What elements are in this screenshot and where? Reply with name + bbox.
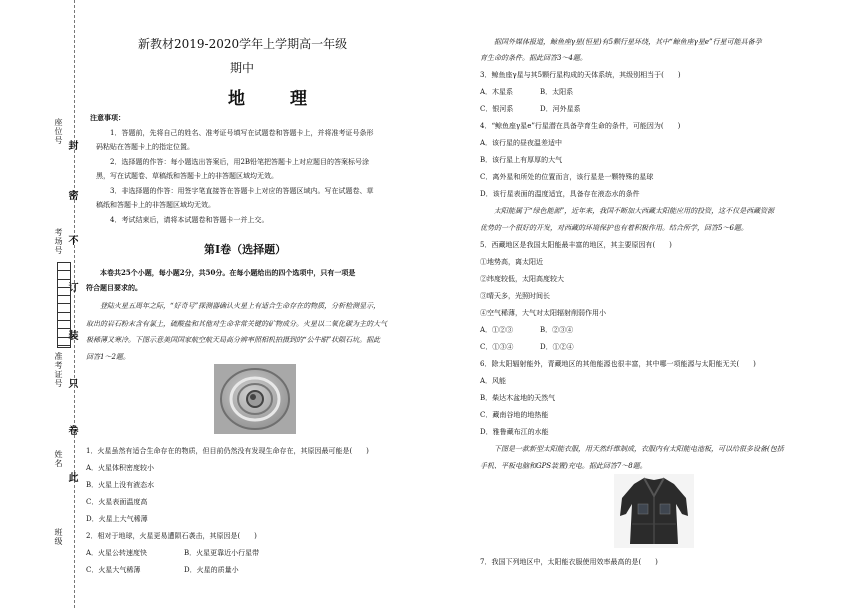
question-1-option-a[interactable]: A．火星体积密度较小 [86, 464, 155, 472]
material-line: 登陆火星五周年之际，“好奇号”探测器确认火星上有适合生命存在的物质，分析检测显示， [100, 302, 381, 310]
material-line: 回答1～2题。 [86, 353, 130, 361]
question-2-option-a[interactable]: A．火星公转速度快 [86, 549, 148, 557]
seal-char: 装 [66, 330, 77, 341]
question-1-option-d[interactable]: D．火星上大气稀薄 [86, 515, 148, 523]
seal-char: 订 [66, 282, 77, 293]
question-6-option-b[interactable]: B．柴达木盆地的天然气 [480, 394, 556, 402]
notice-line: 黑，写在试题卷、草稿纸和答题卡上的非答题区域均无效。 [96, 172, 278, 180]
question-5-option-a[interactable]: A．①②③ [480, 326, 514, 334]
question-6-stem: 6．除太阳辐射能外，青藏地区的其他能源也很丰富，其中哪一项能源与太阳能无关( ) [480, 360, 756, 368]
exam-title: 新教材2019-2020学年上学期高一年级 [138, 37, 348, 51]
material-line: 优势的一个很好的开发，对西藏的环境保护也有着积极作用。结合所学，回答5～6题。 [480, 224, 748, 232]
question-5-option-c[interactable]: C．①③④ [480, 343, 514, 351]
seal-char: 此 [66, 472, 77, 483]
crater-image [214, 364, 296, 434]
binding-margin [0, 0, 80, 608]
question-5-item: ③晴天多，光照时间长 [480, 292, 550, 300]
question-1-option-c[interactable]: C．火星表面温度高 [86, 498, 148, 506]
solar-jacket-image [614, 474, 694, 548]
admission-number-label: 准考证号 [54, 352, 63, 388]
notice-line: 4．考试结束后，请将本试题卷和答题卡一并上交。 [110, 216, 269, 224]
seal-line [74, 0, 75, 608]
question-2-option-c[interactable]: C．火星大气稀薄 [86, 566, 141, 574]
question-3-option-a[interactable]: A．木星系 [480, 88, 514, 96]
question-4-option-a[interactable]: A．该行星的昼夜温差适中 [480, 139, 563, 147]
question-5-item: ②纬度较低，太阳高度较大 [480, 275, 564, 283]
question-2-stem: 2．相对于地球，火星更易遭陨石袭击，其原因是( ) [86, 532, 257, 540]
material-line: 手机、平板电脑和GPS装置)充电。据此回答7～8题。 [480, 462, 647, 470]
question-2-option-d[interactable]: D．火星的质量小 [184, 566, 239, 574]
question-5-option-d[interactable]: D．①②④ [540, 343, 574, 351]
class-label: 班级 [54, 528, 63, 546]
notice-line: 3．非选择题的作答：用签字笔直接答在答题卡上对应的答题区域内。写在试题卷、草 [110, 187, 374, 195]
seal-char: 封 [66, 140, 77, 151]
section-desc: 本卷共25个小题，每小题2分，共50分。在每小题给出的四个选项中，只有一项是 [100, 268, 356, 277]
question-6-option-c[interactable]: C．藏南谷地的地热能 [480, 411, 549, 419]
question-3-option-c[interactable]: C．银河系 [480, 105, 514, 113]
seal-char: 卷 [66, 425, 77, 436]
seat-number-label: 座位号 [54, 118, 63, 145]
material-line: 据国外媒体报道，鲸鱼座γ星(恒星)有5颗行星环绕，其中“鲸鱼座γ星e”行星可能具备孕 [494, 38, 762, 46]
question-3-option-d[interactable]: D．河外星系 [540, 105, 581, 113]
material-line: 下图是一款新型太阳能衣服，用天然纤维制成，衣服内有太阳能电池板，可以给很多设备(包括 [494, 445, 784, 453]
question-5-item: ④空气稀薄，大气对太阳辐射削弱作用小 [480, 309, 606, 317]
question-5-item: ①地势高，离太阳近 [480, 258, 543, 266]
question-6-option-d[interactable]: D．雅鲁藏布江的水能 [480, 428, 549, 436]
admission-number-grid[interactable] [57, 262, 71, 348]
section-title: 第Ⅰ卷（选择题） [204, 243, 287, 256]
question-5-option-b[interactable]: B．②③④ [540, 326, 574, 334]
question-3-stem: 3．鲸鱼座γ星与其5颗行星构成的天体系统，其级别相当于( ) [480, 71, 681, 79]
notice-line: 码粘贴在答题卡上的指定位置。 [96, 143, 194, 151]
question-5-stem: 5．西藏地区是我国太阳能最丰富的地区，其主要原因有( ) [480, 241, 672, 249]
question-1-option-b[interactable]: B．火星上没有液态水 [86, 481, 155, 489]
section-desc: 符合题目要求的。 [86, 283, 142, 292]
question-4-option-b[interactable]: B．该行星上有厚厚的大气 [480, 156, 563, 164]
name-label: 姓名 [54, 450, 63, 468]
subject-title: 地 理 [228, 89, 321, 109]
material-line: 极稀薄又寒冷。下图示意美国国家航空航天局高分辨率照相机拍摄到的“公牛眼”状陨石坑。据此 [86, 336, 381, 344]
exam-term: 期中 [230, 61, 255, 75]
notice-line: 稿纸和答题卡上的非答题区域均无效。 [96, 201, 215, 209]
seal-char: 不 [66, 235, 77, 246]
seal-char: 只 [66, 378, 77, 389]
question-6-option-a[interactable]: A．风能 [480, 377, 507, 385]
notice-title: 注意事项： [90, 113, 125, 122]
notice-line: 1．答题前，先将自己的姓名、准考证号填写在试题卷和答题卡上，并将准考证号条形 [110, 129, 374, 137]
exam-room-label: 考场号 [54, 228, 63, 255]
material-line: 育生命的条件。据此回答3～4题。 [480, 54, 587, 62]
question-3-option-b[interactable]: B．太阳系 [540, 88, 574, 96]
question-4-option-c[interactable]: C．离外星和所处的位置而言，该行星是一颗特殊的星球 [480, 173, 654, 181]
question-4-option-d[interactable]: D．该行星表面的温度适宜，具备存在液态水的条件 [480, 190, 640, 198]
material-line: 取出的岩石粉末含有氯土，硫酸盐和其他对生命非常关键的矿物成分。火星以二氧化碳为主的大气 [86, 320, 387, 328]
question-1-stem: 1．火星虽然有适合生命存在的物质，但目前仍然没有发现生命存在，其原因最可能是( ) [86, 447, 369, 455]
question-7-stem: 7．我国下列地区中，太阳能衣服使用效率最高的是( ) [480, 558, 658, 566]
material-line: 太阳能属于“绿色能源”，近年来，我国不断加大西藏太阳能应用的投资，这不仅是西藏资源 [494, 207, 775, 215]
question-2-option-b[interactable]: B．火星更靠近小行星带 [184, 549, 260, 557]
seal-char: 密 [66, 190, 77, 201]
question-4-stem: 4．“鲸鱼座γ星e”行星潜在具备孕育生命的条件，可能因为( ) [480, 122, 681, 130]
notice-line: 2．选择题的作答：每小题选出答案后，用2B铅笔把答题卡上对应题目的答案标号涂 [110, 158, 370, 166]
